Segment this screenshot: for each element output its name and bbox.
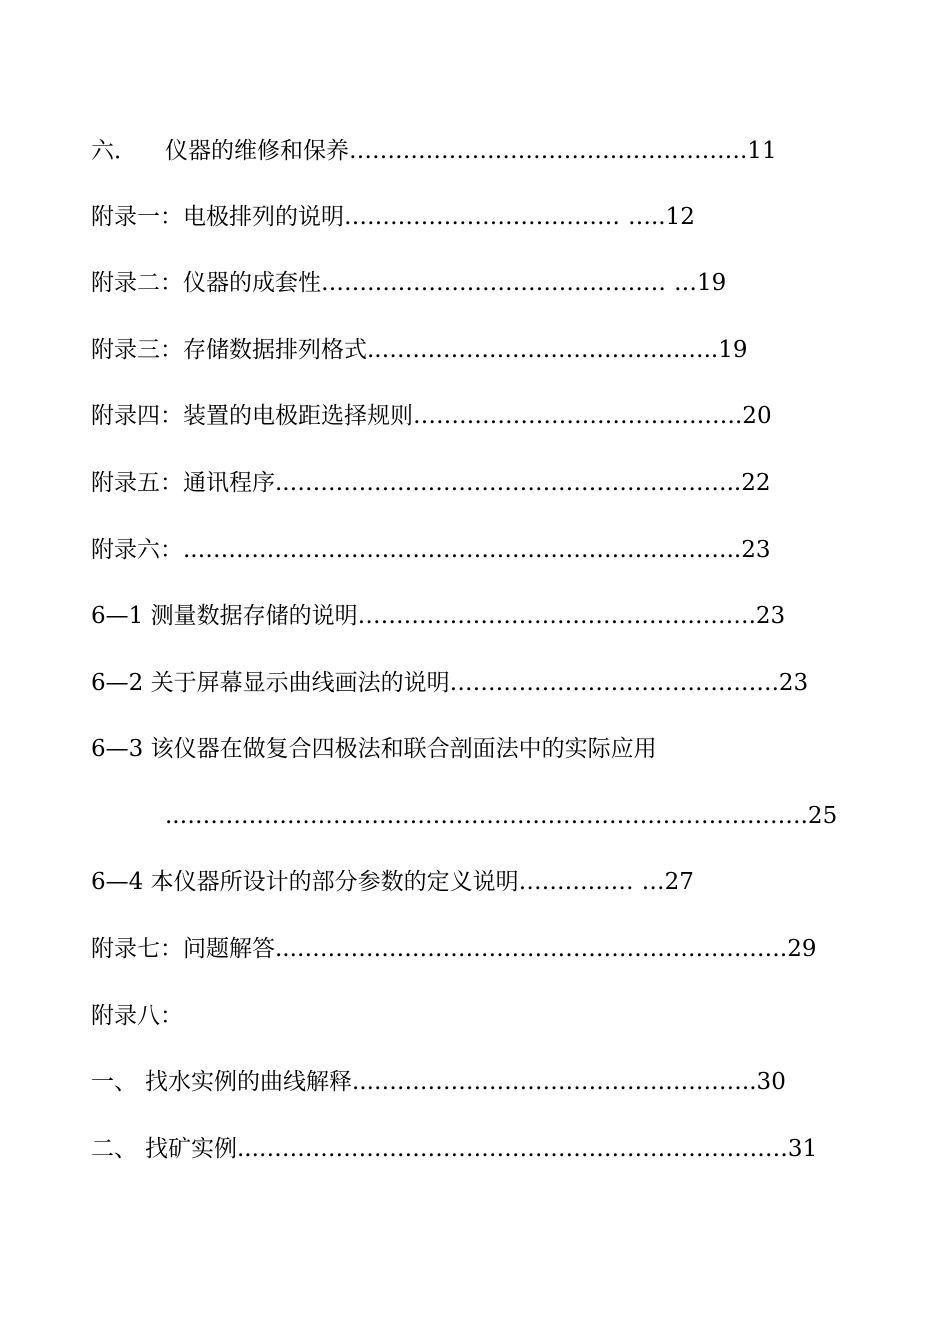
toc-entry-appendix-5 [91, 468, 771, 498]
toc-entry-page: …..12 [628, 204, 695, 230]
toc-entry-title: 仪器的维修和保养…………………………………………….11 [165, 138, 777, 164]
toc-entry-number: 一、 [91, 1069, 137, 1095]
toc-entry-appendix-2 [91, 268, 726, 298]
toc-entry-appendix-8 [91, 1001, 183, 1031]
toc-entry-appendix-3 [91, 335, 748, 365]
toc-entry-6-2 [91, 668, 808, 698]
toc-entry-number: 六． [91, 138, 137, 164]
toc-entry-title: 6—1 测量数据存储的说明…………………………………………….23 [91, 603, 786, 629]
toc-entry-page: …27 [641, 869, 694, 895]
toc-entry-6-4 [91, 867, 694, 897]
toc-entry-title: 6—4 本仪器所设计的部分参数的定义说明…………… [91, 869, 634, 895]
toc-entry-title: 附录五：通讯程序..…………………………………………………..22 [91, 470, 771, 496]
toc-entry-title: 附录六：..……………………………………………………………..23 [91, 537, 771, 563]
toc-entry-appendix-1 [91, 202, 695, 232]
toc-entry-page: ..……………………………………………………………………….25 [165, 803, 838, 829]
toc-entry-number: 二、 [91, 1136, 137, 1162]
toc-entry-maintenance [91, 136, 777, 166]
toc-entry-6-3 [91, 734, 657, 764]
toc-entry-title: 找水实例的曲线解释...…………………………………………..30 [145, 1069, 786, 1095]
toc-entry-6-1 [91, 601, 785, 631]
toc-entry-title: 6—2 关于屏幕显示曲线画法的说明…………………………………….23 [91, 670, 809, 696]
toc-entry-appendix-7 [91, 934, 817, 964]
toc-entry-page: …19 [674, 270, 727, 296]
toc-entry-title: 附录四：装置的电极距选择规则…………………………………….20 [91, 403, 772, 429]
toc-entry-title: 附录八： [91, 1003, 183, 1029]
toc-entry-title: 附录七：问题解答...……………………………………………………….29 [91, 936, 817, 962]
toc-entry-appendix-6 [91, 535, 771, 565]
toc-entry-6-3-continuation [165, 801, 837, 831]
toc-entry-title: 6—3 该仪器在做复合四极法和联合剖面法中的实际应用 [91, 736, 657, 762]
toc-entry-title: 附录三：存储数据排列格式..……………………………………..19 [91, 337, 748, 363]
toc-entry-title: 附录一：电极排列的说明……………………………… [91, 204, 620, 230]
toc-entry-appendix-4 [91, 401, 772, 431]
toc-entry-title: 找矿实例...……………………………………………………………31 [145, 1136, 818, 1162]
toc-entry-ore-example [91, 1134, 817, 1164]
toc-entry-title: 附录二：仪器的成套性……………………………………… [91, 270, 666, 296]
toc-entry-water-example [91, 1067, 786, 1097]
